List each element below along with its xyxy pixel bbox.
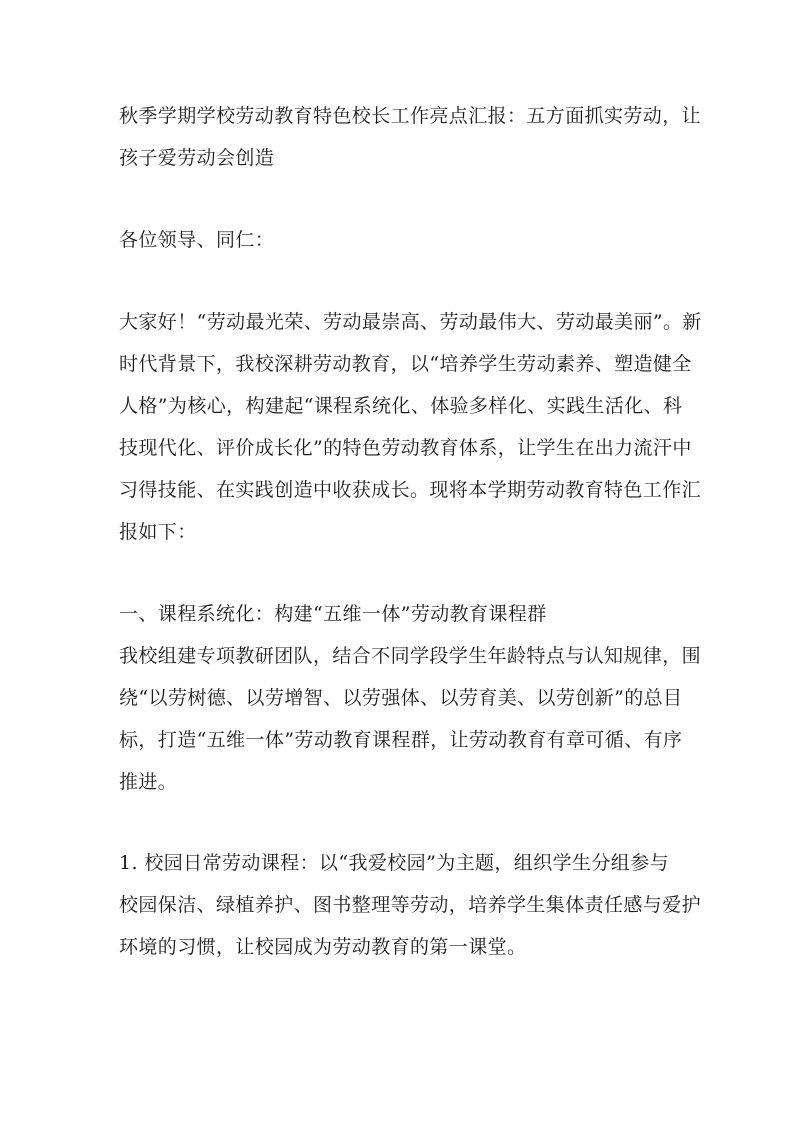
- intro-line-2: 时代背景下，我校深耕劳动教育，以“培养学生劳动素养、塑造健全: [119, 353, 692, 375]
- document-title-line-1: 秋季学期学校劳动教育特色校长工作亮点汇报：五方面抓实劳动，让: [119, 105, 702, 127]
- section-1-body-line-4: 推进。: [119, 771, 178, 793]
- document-title-line-2: 孩子爱劳动会创造: [119, 147, 275, 169]
- intro-line-3: 人格”为核心，构建起“课程系统化、体验多样化、实践生活化、科: [119, 395, 683, 417]
- section-1-item-1-line-1: 1. 校园日常劳动课程：以“我爱校园”为主题，组织学生分组参与: [119, 852, 669, 874]
- section-1-body-line-1: 我校组建专项教研团队，结合不同学段学生年龄特点与认知规律，围: [119, 645, 702, 667]
- intro-line-4: 技现代化、评价成长化”的特色劳动教育体系，让学生在出力流汗中: [119, 437, 692, 459]
- section-1-body-line-3: 标，打造“五维一体”劳动教育课程群，让劳动教育有章可循、有序: [119, 729, 683, 751]
- intro-line-6: 报如下：: [119, 521, 197, 543]
- salutation: 各位领导、同仁：: [119, 229, 275, 251]
- section-1-item-1-line-2: 校园保洁、绿植养护、图书整理等劳动，培养学生集体责任感与爱护: [119, 894, 702, 916]
- intro-line-5: 习得技能、在实践创造中收获成长。现将本学期劳动教育特色工作汇: [119, 479, 702, 501]
- section-1-body-line-2: 绕“以劳树德、以劳增智、以劳强体、以劳育美、以劳创新”的总目: [119, 687, 683, 709]
- intro-line-1: 大家好！“劳动最光荣、劳动最崇高、劳动最伟大、劳动最美丽”。新: [119, 311, 702, 333]
- section-1-heading: 一、课程系统化：构建“五维一体”劳动教育课程群: [119, 603, 547, 625]
- section-1-item-1-line-3: 环境的习惯，让校园成为劳动教育的第一课堂。: [119, 936, 527, 958]
